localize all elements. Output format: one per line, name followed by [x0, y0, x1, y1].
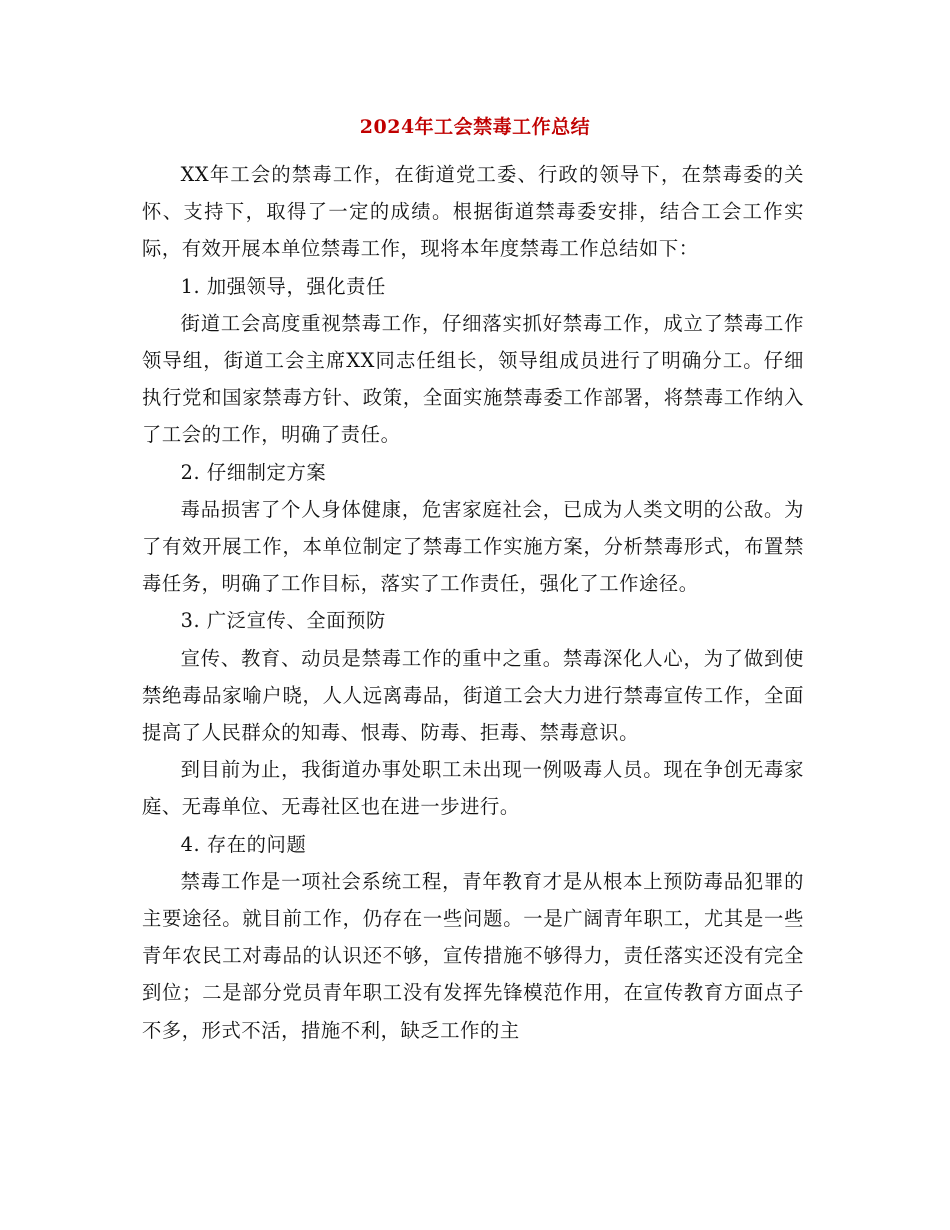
section-1-paragraph: 街道工会高度重视禁毒工作，仔细落实抓好禁毒工作，成立了禁毒工作领导组，街道工会主席XX同志任组长，领导组成员进行了明确分工。仔细执行党和国家禁毒方针、政策，全面实施禁毒委工作部署，将禁毒工作纳入了工会的工作，明确了责任。: [142, 311, 804, 447]
section-3-paragraph: 宣传、教育、动员是禁毒工作的重中之重。禁毒深化人心，为了做到使禁绝毒品家喻户晓，人人远离毒品，街道工会大力进行禁毒宣传工作，全面提高了人民群众的知毒、恨毒、防毒、拒毒、禁毒意识。: [142, 646, 804, 745]
section-4-paragraph: 禁毒工作是一项社会系统工程，青年教育才是从根本上预防毒品犯罪的主要途径。就目前工作，仍存在一些问题。一是广阔青年职工，尤其是一些青年农民工对毒品的认识还不够，宣传措施不够得力，责任落实还没有完全到位；二是部分党员青年职工没有发挥先锋模范作用，在宣传教育方面点子不多，形式不活，措施不利，缺乏工作的主: [142, 869, 804, 1042]
section-2-paragraph: 毒品损害了个人身体健康，危害家庭社会，已成为人类文明的公敌。为了有效开展工作，本单位制定了禁毒工作实施方案，分析禁毒形式，布置禁毒任务，明确了工作目标，落实了工作责任，强化了工作途径。: [142, 497, 804, 596]
section-3-paragraph-2: 到目前为止，我街道办事处职工未出现一例吸毒人员。现在争创无毒家庭、无毒单位、无毒社区也在进一步进行。: [142, 758, 804, 819]
section-heading-2: 2. 仔细制定方案: [180, 460, 327, 484]
section-heading-4: 4. 存在的问题: [180, 832, 307, 856]
intro-paragraph: XX年工会的禁毒工作，在街道党工委、行政的领导下，在禁毒委的关怀、支持下，取得了一定的成绩。根据街道禁毒委安排，结合工会工作实际，有效开展本单位禁毒工作，现将本年度禁毒工作总结如下：: [142, 163, 804, 261]
document-title: 2024年工会禁毒工作总结: [359, 116, 591, 138]
section-heading-1: 1. 加强领导，强化责任: [180, 274, 386, 298]
document-body: [142, 156, 804, 1049]
section-heading-3: 3. 广泛宣传、全面预防: [180, 609, 386, 633]
